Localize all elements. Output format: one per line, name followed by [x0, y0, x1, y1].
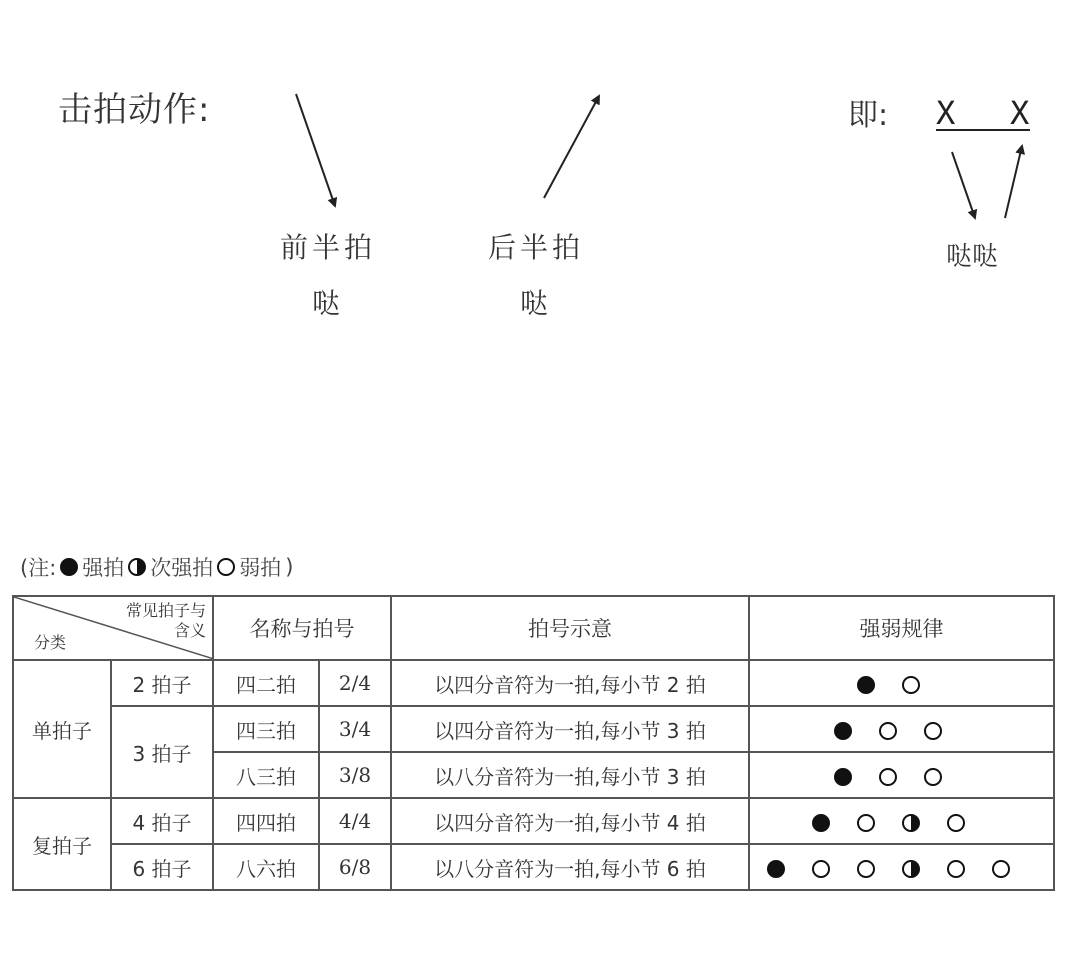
legend-note: [20, 552, 293, 582]
name-cell: 四四拍: [213, 798, 319, 844]
strong-beat-icon: [834, 768, 852, 786]
back-half-syllable: 哒: [519, 287, 552, 320]
weak-beat-icon: [947, 814, 965, 832]
legend-medium: 次强拍: [150, 556, 214, 580]
pattern-cell: [749, 752, 1054, 798]
small-up-arrow: [1005, 146, 1022, 218]
weak-beat-icon: [812, 860, 830, 878]
medium-beat-icon: [902, 814, 920, 832]
note-x-1: X: [936, 94, 956, 132]
name-cell: 八三拍: [213, 752, 319, 798]
back-half-beat: [476, 220, 596, 332]
weak-beat-icon: [857, 814, 875, 832]
meaning-cell: 以四分音符为一拍,每小节 4 拍: [391, 798, 749, 844]
corner-top-line2: 含义: [173, 621, 206, 640]
strong-beat-icon: [857, 676, 875, 694]
weak-beat-icon: [217, 558, 235, 576]
corner-bottom-label: 分类: [34, 633, 67, 652]
meaning-cell: 以四分音符为一拍,每小节 2 拍: [391, 660, 749, 706]
meaning-cell: 以八分音符为一拍,每小节 6 拍: [391, 844, 749, 890]
front-half-label: 前半拍: [279, 231, 376, 264]
pattern-cell: [749, 706, 1054, 752]
meaning-header: 拍号示意: [391, 596, 749, 660]
weak-beat-icon: [947, 860, 965, 878]
meaning-cell: 以八分音符为一拍,每小节 3 拍: [391, 752, 749, 798]
name-cell: 四二拍: [213, 660, 319, 706]
weak-beat-icon: [924, 722, 942, 740]
equals-syllables: 哒哒: [946, 242, 999, 272]
pattern-cell: [749, 660, 1054, 706]
table-row: [13, 660, 1054, 706]
signature-cell: 3/4: [319, 706, 391, 752]
name-cell: 八六拍: [213, 844, 319, 890]
beats-cell: 3 拍子: [111, 706, 213, 798]
beats-cell: 2 拍子: [111, 660, 213, 706]
signature-cell: 6/8: [319, 844, 391, 890]
category-cell: 单拍子: [13, 660, 111, 798]
pattern-cell: [749, 798, 1054, 844]
equals-label: 即:: [848, 98, 889, 133]
table-row: [13, 844, 1054, 890]
legend-suffix: ): [285, 555, 294, 579]
small-down-arrow: [952, 152, 975, 218]
beats-cell: 4 拍子: [111, 798, 213, 844]
table-row: [13, 706, 1054, 752]
signature-cell: 4/4: [319, 798, 391, 844]
name-cell: 四三拍: [213, 706, 319, 752]
weak-beat-icon: [924, 768, 942, 786]
category-cell: 复拍子: [13, 798, 111, 890]
signature-cell: 2/4: [319, 660, 391, 706]
beat-action-title: 击拍动作:: [58, 90, 211, 130]
time-signature-table: [12, 595, 1055, 891]
strong-beat-icon: [834, 722, 852, 740]
name-header: 名称与拍号: [213, 596, 391, 660]
downbeat-arrow: [296, 94, 335, 206]
signature-cell: 3/8: [319, 752, 391, 798]
strong-beat-icon: [812, 814, 830, 832]
upbeat-arrow: [544, 96, 599, 198]
table-header-row: [13, 596, 1054, 660]
note-x-2: X: [1010, 94, 1030, 132]
weak-beat-icon: [902, 676, 920, 694]
pattern-header: 强弱规律: [749, 596, 1054, 660]
legend-prefix: (注:: [20, 556, 57, 580]
meaning-cell: 以四分音符为一拍,每小节 3 拍: [391, 706, 749, 752]
beats-cell: 6 拍子: [111, 844, 213, 890]
legend-weak: 弱拍: [239, 556, 282, 580]
corner-top-label: [126, 601, 206, 641]
weak-beat-icon: [992, 860, 1010, 878]
weak-beat-icon: [879, 768, 897, 786]
medium-beat-icon: [902, 860, 920, 878]
strong-beat-icon: [60, 558, 78, 576]
corner-header-cell: [13, 596, 213, 660]
back-half-label: 后半拍: [487, 231, 584, 264]
corner-top-line1: 常见拍子与: [125, 601, 206, 620]
front-half-beat: [268, 220, 388, 332]
strong-beat-icon: [767, 860, 785, 878]
medium-beat-icon: [128, 558, 146, 576]
weak-beat-icon: [857, 860, 875, 878]
legend-strong: 强拍: [82, 556, 125, 580]
front-half-syllable: 哒: [311, 287, 344, 320]
weak-beat-icon: [879, 722, 897, 740]
pattern-cell: [749, 844, 1054, 890]
table-row: [13, 798, 1054, 844]
